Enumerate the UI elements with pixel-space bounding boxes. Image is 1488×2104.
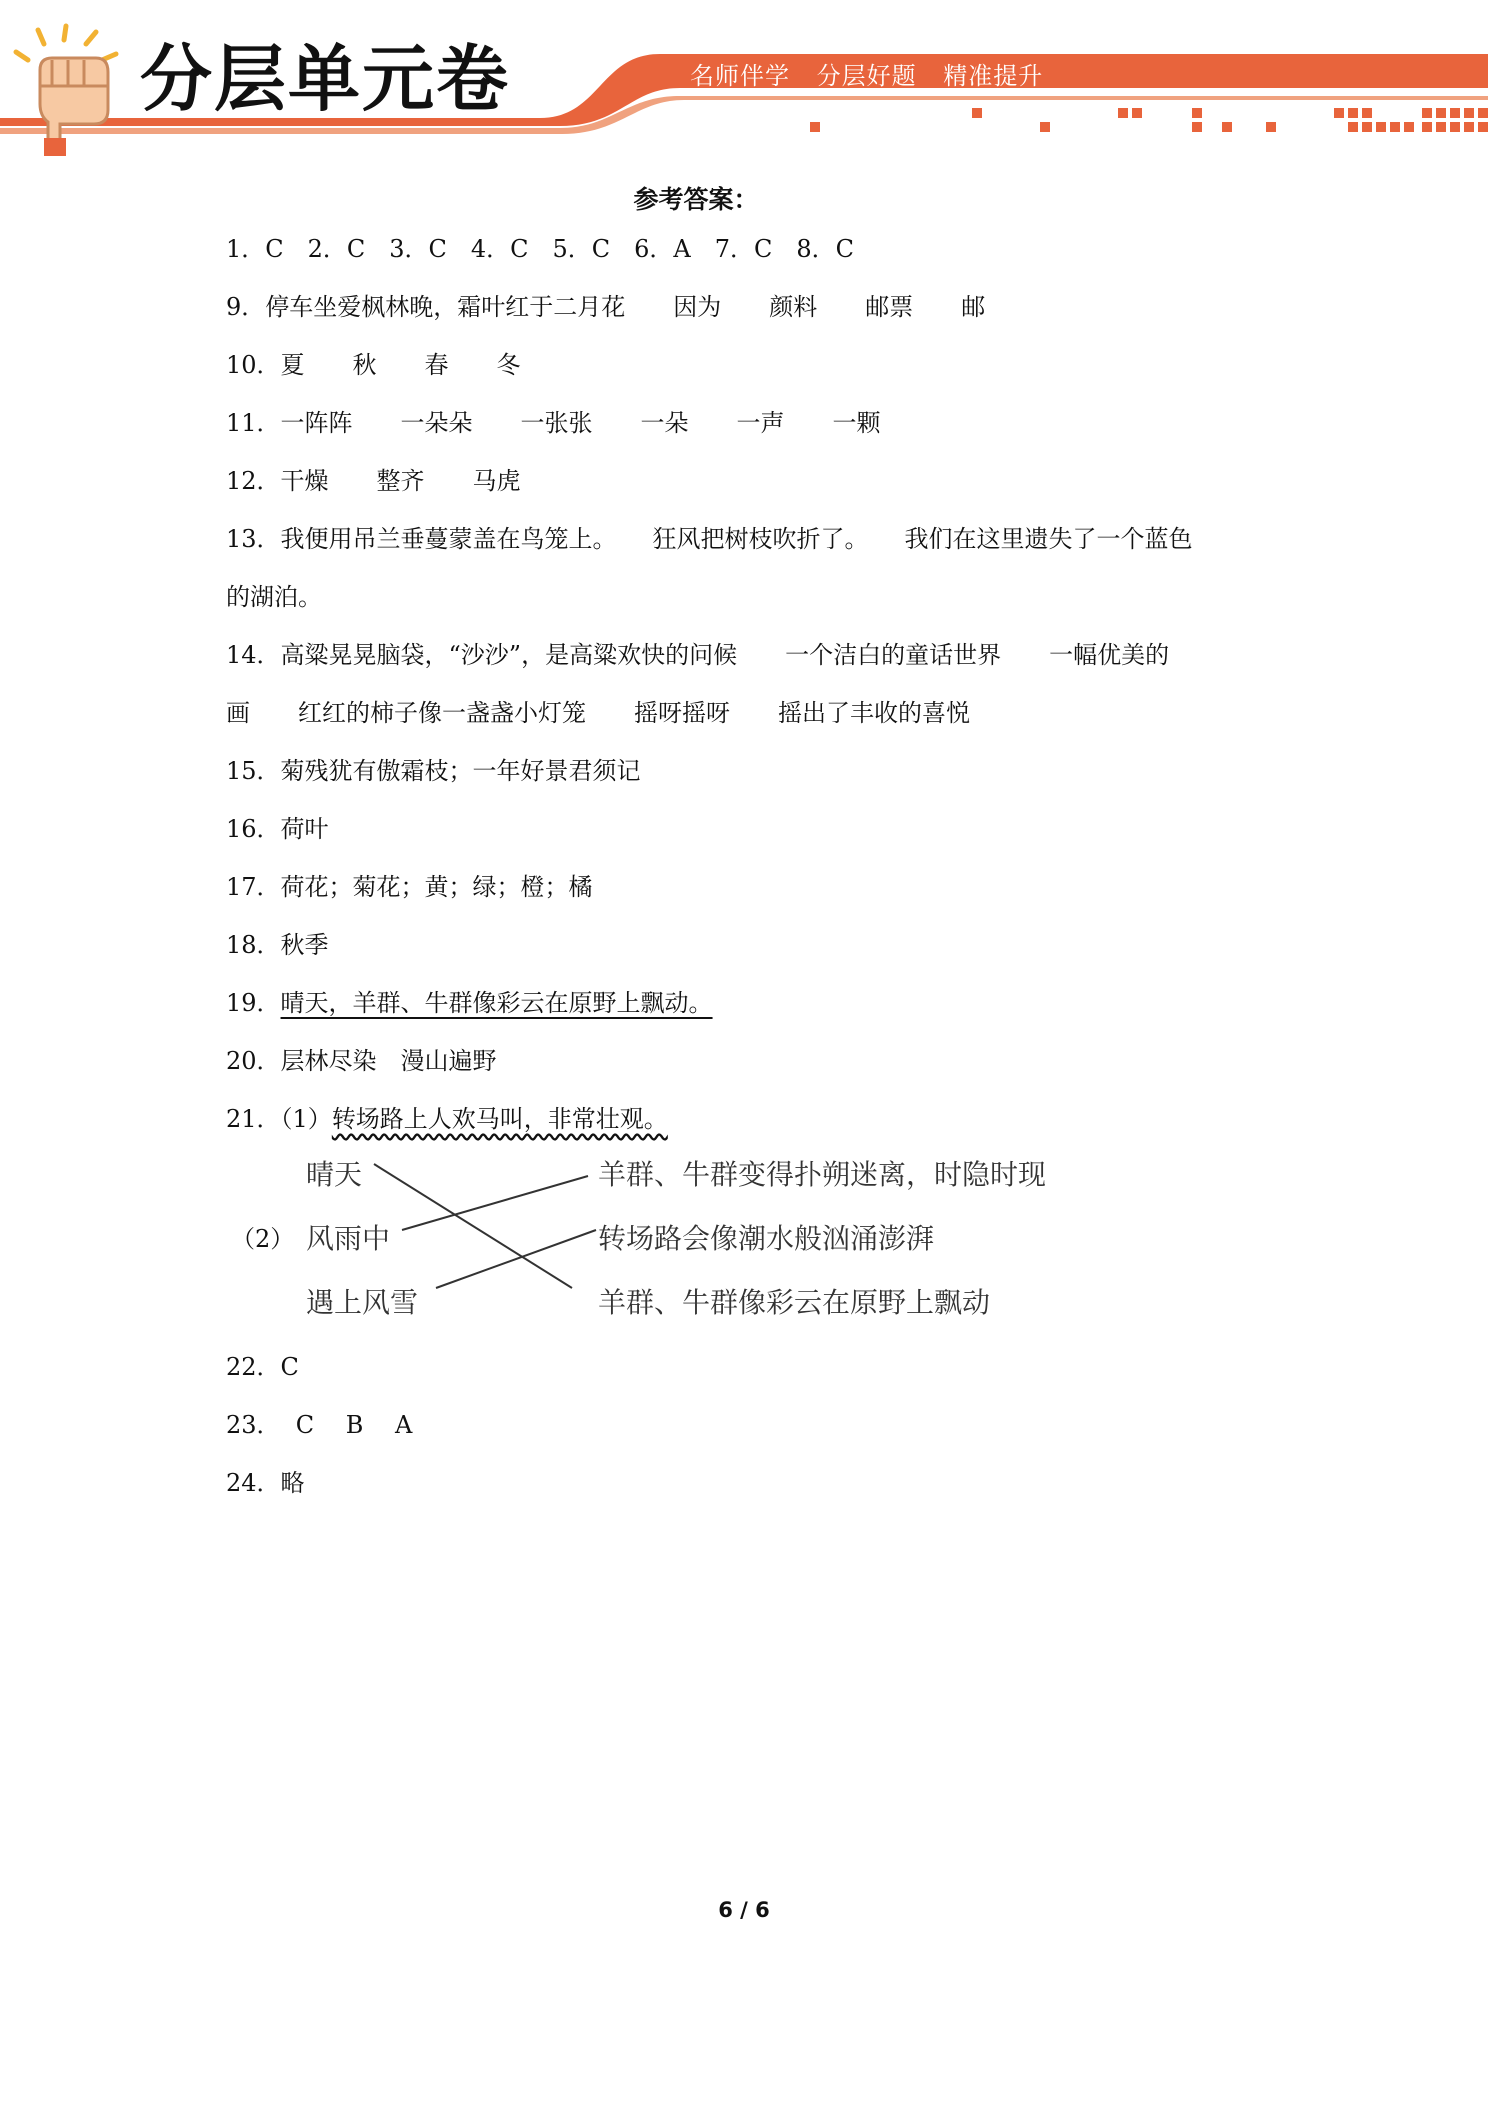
answer-line-15: 15．菊残犹有傲霜枝；一年好景君须记	[226, 757, 641, 785]
match-left-1: 晴天	[306, 1158, 363, 1191]
page-header	[0, 0, 1488, 160]
match-right-1: 羊群、牛群变得扑朔迷离，时隐时现	[598, 1158, 1047, 1191]
answer-line-22: 22．C	[226, 1353, 299, 1381]
matching-part-label: （2）	[231, 1225, 295, 1253]
match-right-3: 羊群、牛群像彩云在原野上飘动	[598, 1286, 991, 1319]
answer-line-9: 9．停车坐爱枫林晚，霜叶红于二月花 因为 颜料 邮票 邮	[226, 293, 986, 321]
answer-line-10: 10．夏 秋 春 冬	[226, 351, 521, 379]
page-number: 6 / 6	[718, 1898, 770, 1922]
answer-line-16: 16．荷叶	[226, 815, 329, 843]
answer-21-number: 21．（1）	[226, 1105, 332, 1133]
answer-19-text: 晴天，羊群、牛群像彩云在原野上飘动。	[280, 989, 713, 1017]
answer-line-14-cont: 画 红红的柿子像一盏盏小灯笼 摇呀摇呀 摇出了丰收的喜悦	[226, 699, 970, 727]
answer-content	[226, 180, 1286, 1512]
answer-line-1: 1．C 2．C 3．C 4．C 5．C 6．A 7．C 8．C	[226, 235, 855, 263]
answer-line-12: 12．干燥 整齐 马虎	[226, 467, 521, 495]
brand-slogan: 名师伴学 分层好题 精准提升	[690, 62, 1044, 90]
answer-line-24: 24．略	[226, 1469, 305, 1497]
answer-line-13-cont: 的湖泊。	[226, 583, 322, 611]
answer-line-21	[226, 1090, 1286, 1148]
answer-line-19	[226, 974, 1286, 1032]
fist-icon	[16, 26, 116, 156]
match-left-2: 风雨中	[306, 1222, 391, 1255]
matching-diagram	[226, 1148, 1126, 1338]
answer-line-20: 20．层林尽染 漫山遍野	[226, 1047, 497, 1075]
match-right-2: 转场路会像潮水般汹涌澎湃	[598, 1222, 935, 1255]
match-left-3: 遇上风雪	[306, 1286, 419, 1319]
answer-19-number: 19．	[226, 989, 281, 1017]
answer-line-23: 23． C B A	[226, 1411, 413, 1439]
answer-line-11: 11．一阵阵 一朵朵 一张张 一朵 一声 一颗	[226, 409, 881, 437]
answer-line-13: 13．我便用吊兰垂蔓蒙盖在鸟笼上。 狂风把树枝吹折了。 我们在这里遗失了一个蓝色	[226, 525, 1193, 553]
answer-line-17: 17．荷花；菊花；黄；绿；橙；橘	[226, 873, 593, 901]
answer-line-14: 14．高粱晃晃脑袋，“沙沙”，是高粱欢快的问候 一个洁白的童话世界 一幅优美的	[226, 641, 1170, 669]
answer-title: 参考答案：	[633, 185, 759, 214]
brand-title: 分层单元卷	[140, 37, 511, 121]
answer-line-18: 18．秋季	[226, 931, 329, 959]
answer-21-text: 转场路上人欢马叫，非常壮观。	[331, 1105, 668, 1133]
